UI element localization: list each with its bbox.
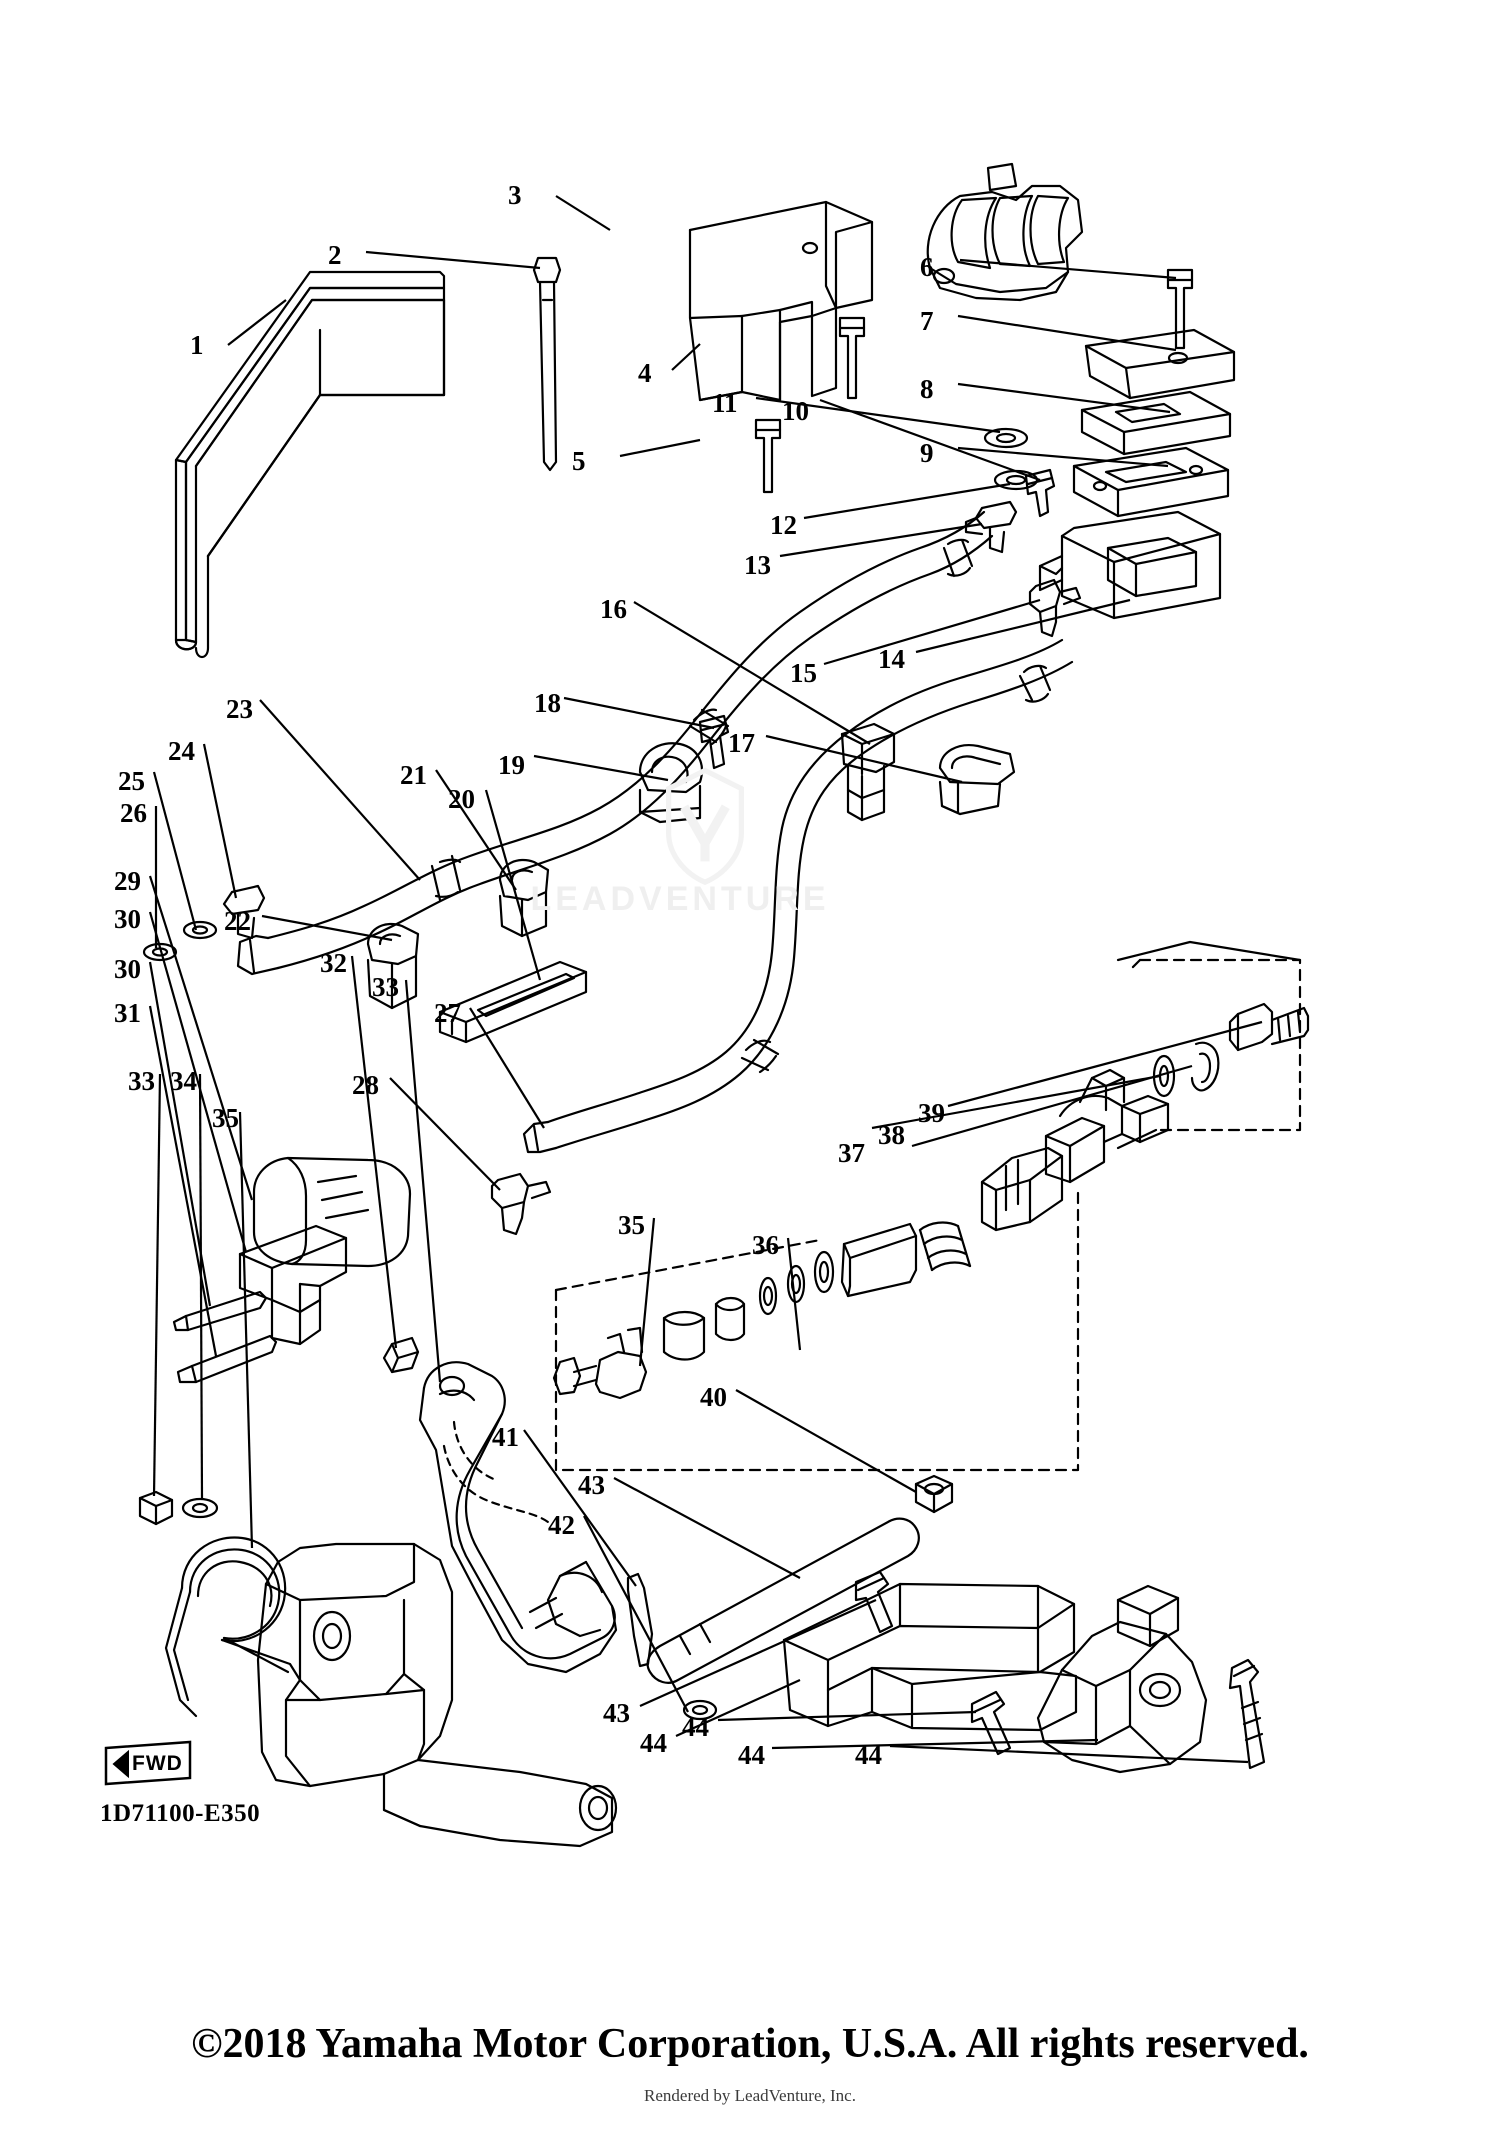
callout-28: 17 [728, 728, 755, 758]
callout-11: 44 [640, 1728, 667, 1758]
watermark-text: LEADVENTURE [530, 880, 830, 918]
callout-44-a: 11 [712, 388, 738, 418]
callout-41: 10 [782, 396, 809, 426]
callout-17: 37 [838, 1138, 865, 1168]
callout-18: 39 [918, 1098, 945, 1128]
callout-42: 23 [226, 694, 253, 724]
callout-35-left: 28 [352, 1070, 379, 1100]
callout-22: 42 [548, 1510, 575, 1540]
callout-30-a: 21 [400, 760, 427, 790]
callout-8: 34 [170, 1066, 197, 1096]
callout-35-right: 15 [790, 658, 817, 688]
callout-34: 18 [534, 688, 561, 718]
callout-19: 40 [700, 1382, 727, 1412]
callout-21: 41 [492, 1422, 519, 1452]
rendered-by-notice: Rendered by LeadVenture, Inc. [644, 2086, 856, 2105]
callout-44-b: 12 [770, 510, 797, 540]
callout-44-d: 26 [120, 798, 147, 828]
callout-9: 35 [212, 1103, 239, 1133]
callout-26: 2 [328, 240, 342, 270]
callout-12: 43 [603, 1698, 630, 1728]
callout-39: 7 [920, 306, 934, 336]
callout-24: 27 [434, 998, 461, 1028]
callout-13: 44 [682, 1712, 709, 1742]
callout-33-upper: 4 [638, 358, 652, 388]
callout-15: 35 [618, 1210, 645, 1240]
callout-29: 20 [448, 784, 475, 814]
callout-7: 33 [128, 1066, 155, 1096]
callout-6: 31 [114, 998, 141, 1028]
fwd-label: FWD [132, 1752, 183, 1775]
callout-33-lower: 5 [572, 446, 586, 476]
callout-14: 36 [752, 1230, 779, 1260]
callout-20: 44 [855, 1740, 882, 1770]
callout-32: 19 [498, 750, 525, 780]
callout-30-b: 22 [224, 906, 251, 936]
callout-43-left: 24 [168, 736, 195, 766]
callout-1: 33 [372, 972, 399, 1002]
callout-27: 16 [600, 594, 627, 624]
callout-44-c: 25 [118, 766, 145, 796]
callout-25: 1 [190, 330, 204, 360]
callout-31: 3 [508, 180, 522, 210]
callout-5: 30 [114, 954, 141, 984]
callout-36: 14 [878, 644, 905, 674]
callout-4: 29 [114, 866, 141, 896]
callout-10: 44 [738, 1740, 765, 1770]
callout-43-right: 13 [744, 550, 771, 580]
copyright-notice: ©2018 Yamaha Motor Corporation, U.S.A. All rights reserved. [191, 2021, 1309, 2067]
callout-23: 43 [578, 1470, 605, 1500]
callout-2: 30 [114, 904, 141, 934]
callout-3: 32 [320, 948, 347, 978]
part-code-label: 1D71100-E350 [100, 1800, 261, 1827]
callout-40: 6 [920, 252, 934, 282]
callout-38: 8 [920, 374, 934, 404]
callout-37: 9 [920, 438, 934, 468]
callout-16: 38 [878, 1120, 905, 1150]
